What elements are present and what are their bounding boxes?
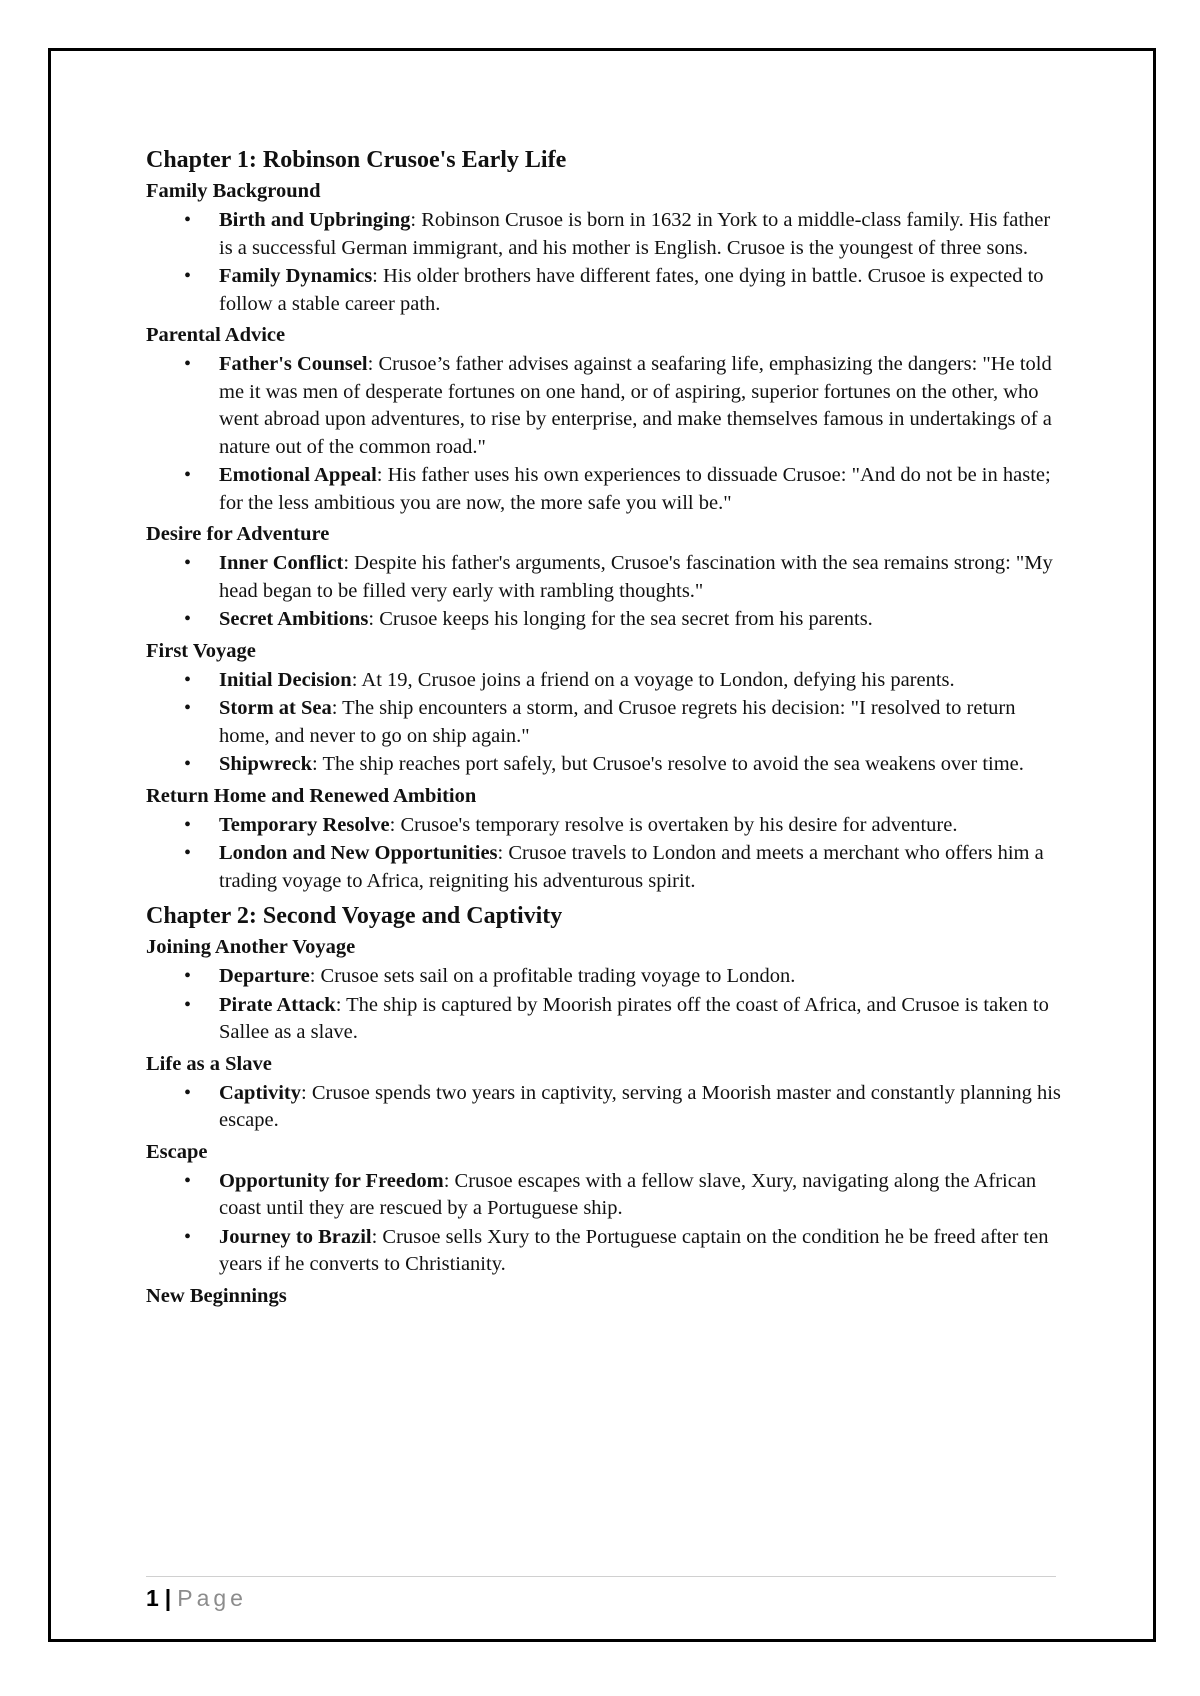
- bullet-list: [146, 351, 1066, 517]
- item-term: Shipwreck: [219, 753, 313, 775]
- bullet-list: [146, 550, 1066, 634]
- bullet-icon: •: [184, 1081, 192, 1104]
- item-term: Pirate Attack: [219, 993, 336, 1016]
- section-heading: First Voyage: [146, 639, 256, 662]
- bullet-icon: •: [184, 753, 192, 775]
- page-label: Page: [177, 1585, 247, 1611]
- list-item: [146, 462, 1066, 517]
- section-heading: New Beginnings: [146, 1284, 287, 1307]
- item-term: Departure: [219, 965, 310, 987]
- item-text: : Crusoe sets sail on a profitable trading voyage to London.: [309, 965, 796, 987]
- item-text: : Crusoe sells Xury to the Portuguese captain on the condition he be freed after ten years if he converts to Christianity.: [219, 1225, 1049, 1275]
- bullet-list: [146, 963, 1066, 1047]
- bullet-icon: •: [184, 464, 192, 486]
- item-term: Family Dynamics: [219, 265, 373, 287]
- chapter-title: Chapter 1: Robinson Crusoe's Early Life: [146, 147, 567, 173]
- document-body: [146, 145, 1066, 1312]
- section-heading: Family Background: [146, 180, 321, 202]
- section-heading: Desire for Adventure: [146, 523, 330, 545]
- item-text: : Robinson Crusoe is born in 1632 in York to a middle-class family. His father is a successful German immigrant, and his mother is English. Crusoe is the youngest of three sons.: [219, 209, 1051, 259]
- bullet-icon: •: [184, 209, 192, 231]
- item-term: Opportunity for Freedom: [219, 1169, 444, 1192]
- section-heading: Parental Advice: [146, 324, 286, 346]
- section-heading: Life as a Slave: [146, 1052, 272, 1075]
- item-term: London and New Opportunities: [219, 842, 498, 864]
- list-item: [146, 840, 1066, 895]
- bullet-icon: •: [184, 965, 192, 987]
- item-text: : At 19, Crusoe joins a friend on a voyage to London, defying his parents.: [351, 668, 955, 691]
- item-term: Secret Ambitions: [219, 608, 369, 630]
- page-footer: [146, 1583, 247, 1613]
- list-item: [146, 695, 1066, 750]
- list-item: [146, 207, 1066, 262]
- item-text: : Crusoe travels to London and meets a merchant who offers him a trading voyage to Africa, reigniting his adventurous spirit.: [219, 842, 1044, 892]
- list-item: [146, 1224, 1066, 1279]
- footer-divider: [146, 1576, 1056, 1577]
- bullet-icon: •: [184, 813, 192, 836]
- item-term: Birth and Upbringing: [219, 209, 411, 231]
- list-item: [146, 351, 1066, 461]
- list-item: [146, 963, 1066, 991]
- bullet-icon: •: [184, 697, 192, 719]
- bullet-list: [146, 812, 1066, 896]
- bullet-icon: •: [184, 993, 192, 1016]
- list-item: [146, 606, 1066, 634]
- section-heading: Joining Another Voyage: [146, 936, 356, 958]
- item-term: Father's Counsel: [219, 353, 368, 375]
- item-text: : His older brothers have different fates, one dying in battle. Crusoe is expected to follow a stable career path.: [219, 265, 1044, 315]
- bullet-list: [146, 1168, 1066, 1279]
- list-item: [146, 1168, 1066, 1223]
- section-heading: Escape: [146, 1140, 208, 1163]
- bullet-list: [146, 207, 1066, 318]
- list-item: [146, 812, 1066, 840]
- item-term: Storm at Sea: [219, 697, 332, 719]
- section-heading: Return Home and Renewed Ambition: [146, 784, 477, 807]
- item-text: : His father uses his own experiences to dissuade Crusoe: "And do not be in haste; for the less ambitious you are now, the more safe you will be.": [219, 464, 1051, 514]
- list-item: [146, 1080, 1066, 1135]
- item-term: Journey to Brazil: [219, 1225, 372, 1248]
- bullet-icon: •: [184, 842, 192, 864]
- item-term: Temporary Resolve: [219, 813, 390, 836]
- item-text: : Crusoe's temporary resolve is overtaken by his desire for adventure.: [389, 813, 958, 836]
- list-item: [146, 992, 1066, 1047]
- chapter-title: Chapter 2: Second Voyage and Captivity: [146, 903, 563, 929]
- item-text: : Crusoe keeps his longing for the sea secret from his parents.: [368, 608, 873, 630]
- item-text: : The ship encounters a storm, and Crusoe regrets his decision: "I resolved to return home, and never to go on ship again.": [219, 697, 1016, 747]
- item-text: : The ship reaches port safely, but Crusoe's resolve to avoid the sea weakens over time.: [312, 753, 1024, 775]
- page-number: 1: [146, 1585, 159, 1611]
- item-term: Inner Conflict: [219, 552, 344, 574]
- bullet-list: [146, 1080, 1066, 1135]
- bullet-icon: •: [184, 552, 192, 574]
- list-item: [146, 263, 1066, 318]
- bullet-icon: •: [184, 608, 192, 630]
- bullet-icon: •: [184, 353, 192, 375]
- page-separator: |: [164, 1585, 172, 1611]
- bullet-list: [146, 667, 1066, 779]
- item-term: Emotional Appeal: [219, 464, 377, 486]
- bullet-icon: •: [184, 668, 192, 691]
- list-item: [146, 550, 1066, 605]
- bullet-icon: •: [184, 1169, 192, 1192]
- list-item: [146, 667, 1066, 695]
- item-term: Captivity: [219, 1081, 301, 1104]
- item-text: : Crusoe spends two years in captivity, serving a Moorish master and constantly planning his escape.: [219, 1081, 1061, 1131]
- bullet-icon: •: [184, 265, 192, 287]
- item-term: Initial Decision: [219, 668, 352, 691]
- list-item: [146, 751, 1066, 779]
- item-text: : Despite his father's arguments, Crusoe's fascination with the sea remains strong: "My head began to be filled very early with rambling thoughts.": [219, 552, 1053, 602]
- bullet-icon: •: [184, 1225, 192, 1248]
- item-text: : The ship is captured by Moorish pirates off the coast of Africa, and Crusoe is taken to Sallee as a slave.: [219, 993, 1049, 1043]
- item-text: : Crusoe escapes with a fellow slave, Xury, navigating along the African coast until they are rescued by a Portuguese ship.: [219, 1169, 1037, 1219]
- item-text: : Crusoe’s father advises against a seafaring life, emphasizing the dangers: "He told me it was men of desperate fortunes on one hand, or of aspiring, superior fortunes on the other, who went abroad upon adventures, to rise by enterprise, and make themselves famous in undertakings of a nature out of the common road.": [219, 353, 1052, 458]
